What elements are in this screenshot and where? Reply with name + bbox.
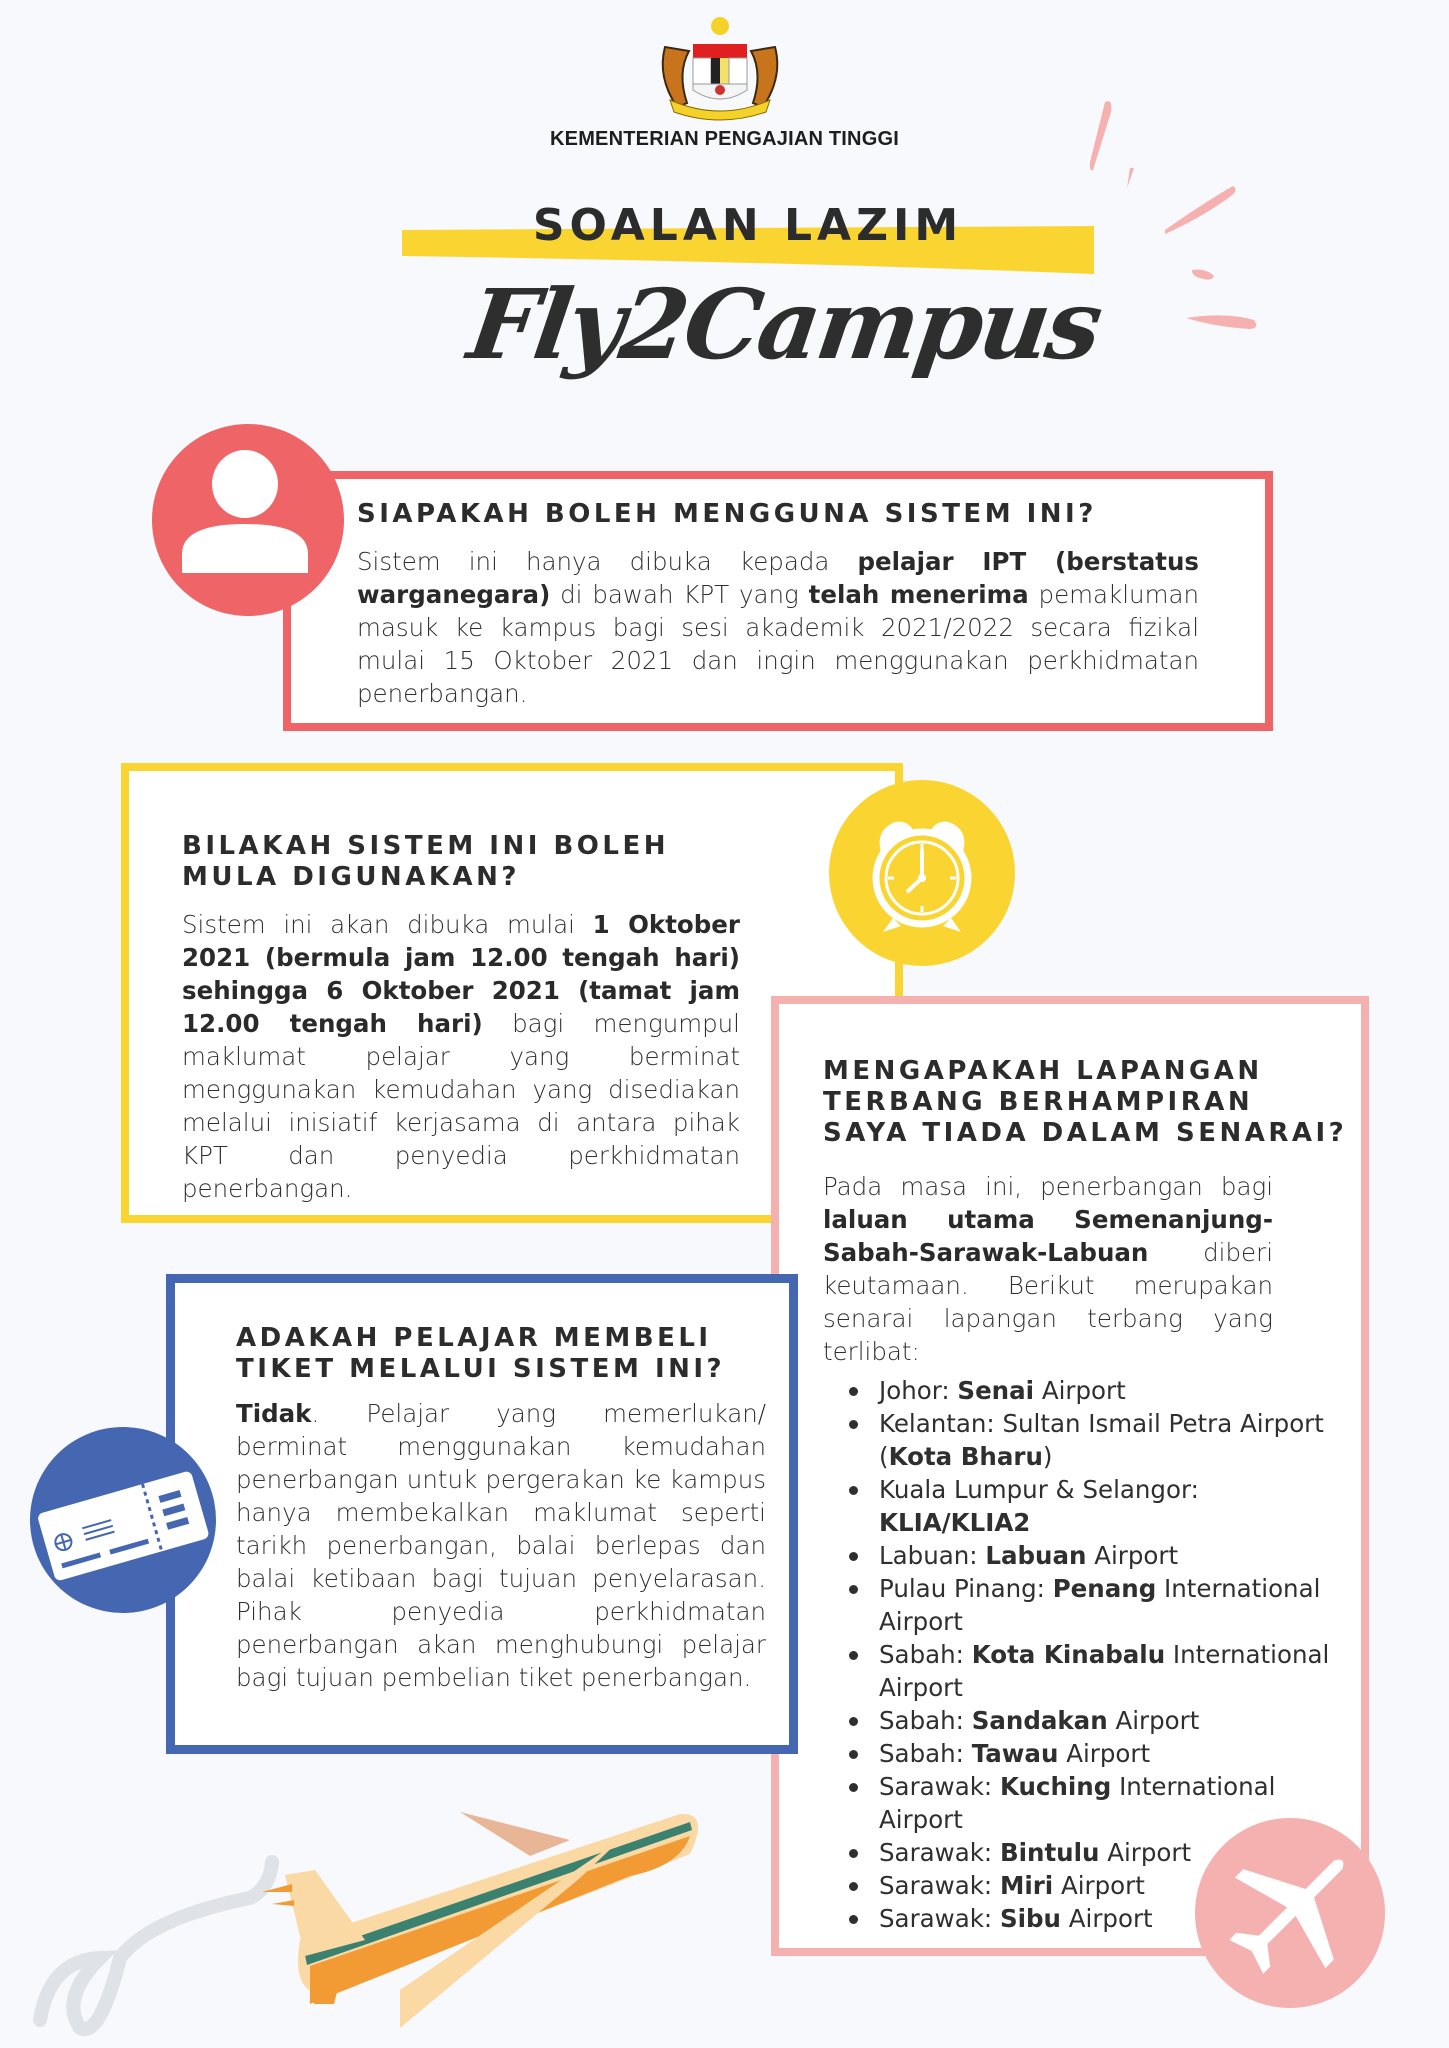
bullet-icon: [849, 1420, 858, 1429]
faq-answer: Pada masa ini, penerbangan bagi laluan utama Semenanjung-Sabah-Sarawak-Labuan diberi keutamaan. Berikut merupakan senarai lapangan terbang yang terlibat:: [823, 1172, 1273, 1366]
bullet-icon: [849, 1915, 858, 1924]
bullet-icon: [849, 1882, 858, 1891]
airplane-icon: [1195, 1818, 1385, 2008]
bullet-icon: [849, 1387, 858, 1396]
faq-card-who: [283, 471, 1273, 731]
flying-airplane-illustration: [0, 1780, 720, 2048]
bullet-icon: [849, 1849, 858, 1858]
airport-list-item: Pulau Pinang: Penang International Airport: [823, 1572, 1343, 1638]
airport-list-item: Labuan: Labuan Airport: [823, 1539, 1343, 1572]
sparkle-decoration: [1050, 90, 1300, 350]
bullet-icon: [849, 1651, 858, 1660]
bullet-icon: [849, 1783, 858, 1792]
faq-answer: Tidak. Pelajar yang memerlukan/ berminat menggunakan kemudahan penerbangan untuk pergerakan ke kampus hanya membekalkan maklumat seperti tarikh penerbangan, balai berlepas dan balai ketibaan bagi tujuan penyelarasan. Pihak penyedia perkhidmatan penerbangan akan menghubungi pelajar bagi tujuan pembelian tiket penerbangan.: [236, 1399, 766, 1692]
airport-list-item: Sabah: Tawau Airport: [823, 1737, 1343, 1770]
bullet-icon: [849, 1717, 858, 1726]
faq-question: SIAPAKAH BOLEH MENGGUNA SISTEM INI?: [357, 499, 1097, 529]
ticket-icon-circle: [30, 1427, 216, 1613]
airport-list-item: Sarawak: Bintulu Airport: [823, 1836, 1343, 1869]
airport-list-item: Sabah: Kota Kinabalu International Airport: [823, 1638, 1343, 1704]
faq-answer: Sistem ini hanya dibuka kepada pelajar IPT (berstatus warganegara) di bawah KPT yang telah menerima pemakluman masuk ke kampus bagi sesi akademik 2021/2022 secara fizikal mulai 15 Oktober 2021 dan ingin menggunakan perkhidmatan penerbangan.: [357, 547, 1199, 708]
airplane-icon-circle: [1195, 1818, 1385, 2008]
airport-list-item: Sabah: Sandakan Airport: [823, 1704, 1343, 1737]
bullet-icon: [849, 1585, 858, 1594]
airport-list-item: Kuala Lumpur & Selangor: KLIA/KLIA2: [823, 1473, 1343, 1539]
bullet-icon: [849, 1486, 858, 1495]
faq-card-airports: [771, 996, 1369, 1956]
airport-list-item: Sarawak: Miri Airport: [823, 1869, 1343, 1902]
ministry-name: KEMENTERIAN PENGAJIAN TINGGI: [550, 128, 899, 150]
user-icon-circle: [152, 424, 344, 616]
faq-question: BILAKAH SISTEM INI BOLEH MULA DIGUNAKAN?: [182, 831, 669, 892]
faq-card-ticket: [166, 1274, 798, 1754]
faq-question: ADAKAH PELAJAR MEMBELI TIKET MELALUI SISTEM INI?: [236, 1323, 726, 1384]
airport-list-item: Johor: Senai Airport: [823, 1374, 1343, 1407]
airport-list-item: Sarawak: Kuching International Airport: [823, 1770, 1343, 1836]
faq-question: MENGAPAKAH LAPANGAN TERBANG BERHAMPIRAN SAYA TIADA DALAM SENARAI?: [823, 1056, 1348, 1148]
alarm-clock-icon-circle: [829, 780, 1015, 966]
ticket-icon: [30, 1427, 216, 1613]
bullet-icon: [849, 1552, 858, 1561]
airport-list-item: Kelantan: Sultan Ismail Petra Airport (Kota Bharu): [823, 1407, 1343, 1473]
alarm-clock-icon: [829, 780, 1015, 966]
malaysia-coat-of-arms-icon: [655, 12, 785, 124]
airport-list-item: Sarawak: Sibu Airport: [823, 1902, 1343, 1935]
bullet-icon: [849, 1750, 858, 1759]
campaign-name: Fly2Campus: [462, 268, 1107, 381]
user-icon: [152, 424, 344, 616]
faq-answer: Sistem ini akan dibuka mulai 1 Oktober 2021 (bermula jam 12.00 tengah hari) sehingga 6 Oktober 2021 (tamat jam 12.00 tengah hari) bagi mengumpul maklumat pelajar yang berminat menggunakan kemudahan yang disediakan melalui inisiatif kerjasama di antara pihak KPT dan penyedia perkhidmatan penerbangan.: [182, 910, 740, 1203]
page-title: SOALAN LAZIM: [532, 200, 964, 251]
